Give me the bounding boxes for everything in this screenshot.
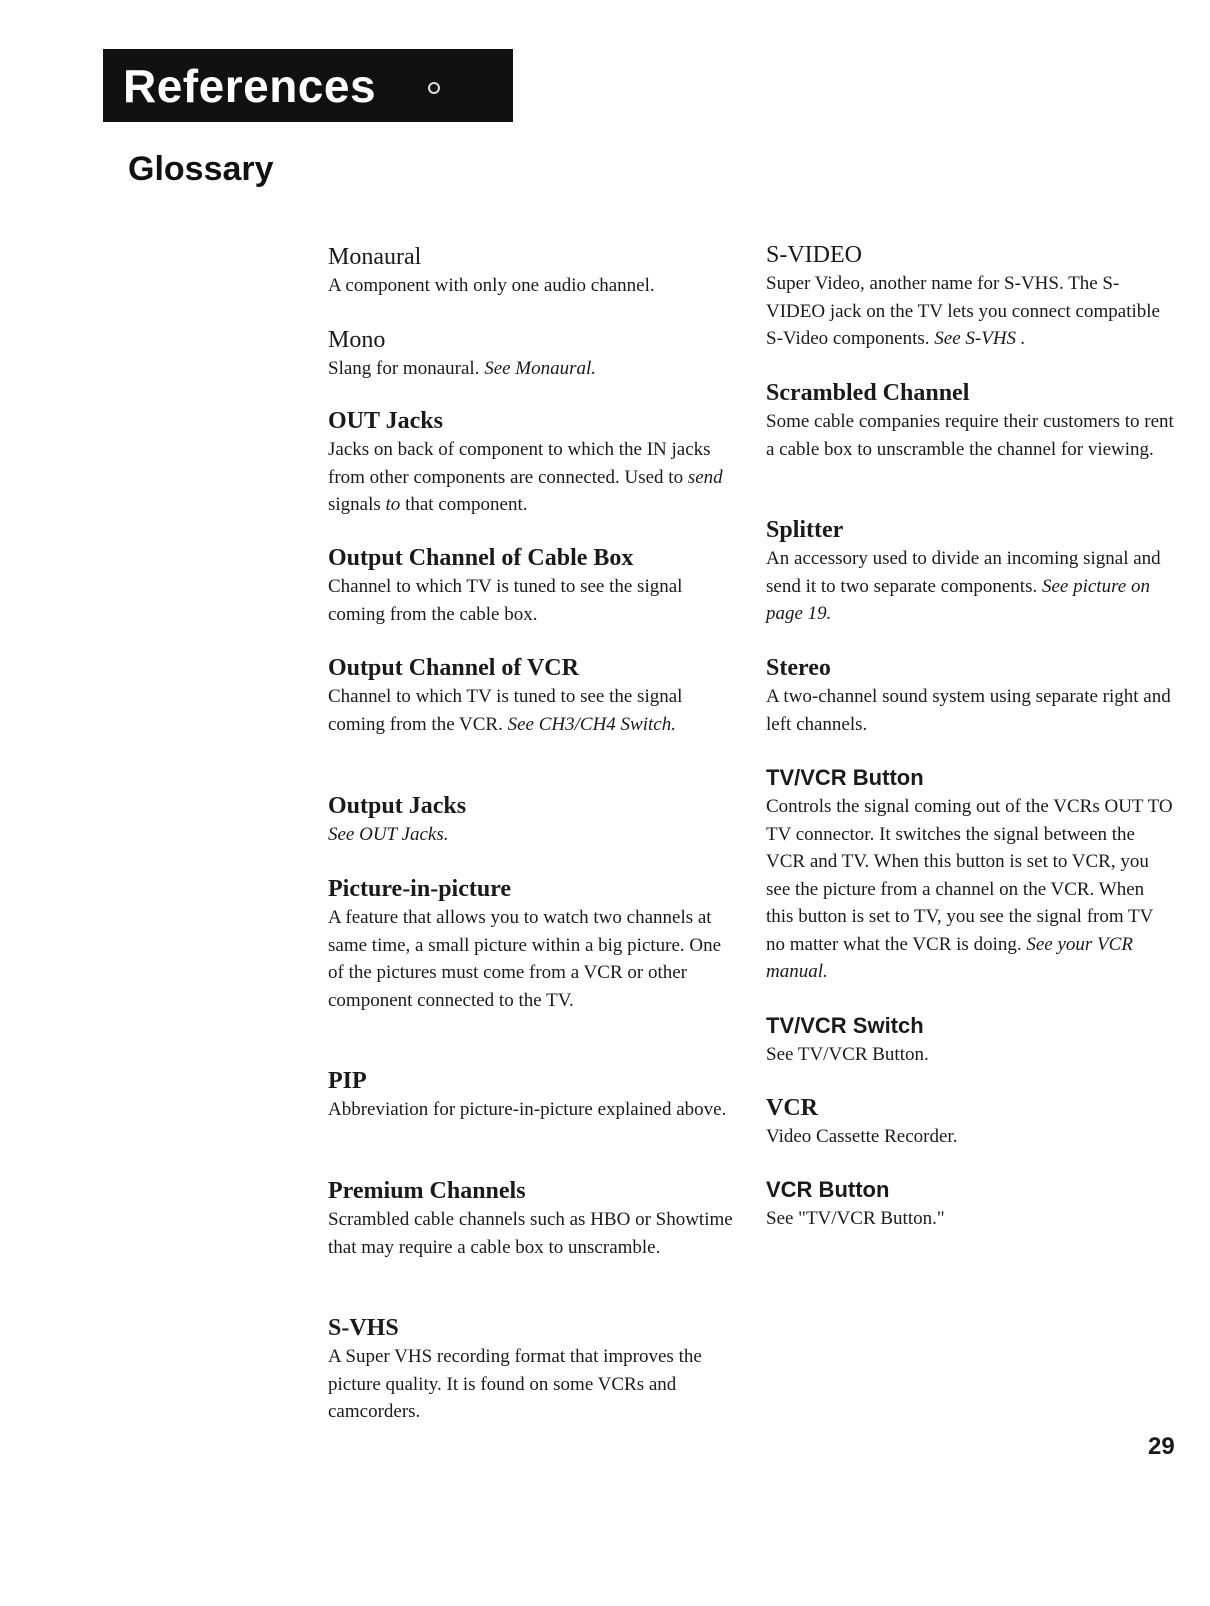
glossary-definition: Slang for monaural. See Monaural. — [328, 358, 597, 379]
glossary-entry — [766, 1011, 1176, 1069]
glossary-definition: Jacks on back of component to which the IN jacks from other components are connected. Used to send signals to that component. — [328, 439, 723, 515]
definition-reference: send — [687, 466, 723, 488]
glossary-entry — [766, 763, 1176, 986]
glossary-definition — [328, 821, 738, 849]
glossary-definition: Abbreviation for picture-in-picture explained above. — [328, 1099, 727, 1120]
glossary-term: TV/VCR Switch — [766, 1013, 924, 1038]
glossary-definition: Video Cassette Recorder. — [766, 1126, 958, 1147]
glossary-definition: An accessory used to divide an incoming signal and send it to two separate components. See picture on page 19. — [766, 548, 1161, 624]
glossary-term: S-VHS — [328, 1315, 399, 1341]
glossary-term: Output Channel of VCR — [328, 655, 579, 681]
glossary-entry — [328, 543, 738, 628]
glossary-entry — [766, 378, 1176, 463]
glossary-term: OUT Jacks — [328, 408, 443, 434]
page-number: 29 — [1148, 1433, 1175, 1460]
definition-reference: See your VCR manual. — [766, 933, 1133, 982]
definition-reference: See CH3/CH4 Switch. — [507, 713, 676, 735]
glossary-definition: Scrambled cable channels such as HBO or Showtime that may require a cable box to unscramble. — [328, 1209, 733, 1258]
glossary-entry — [766, 240, 1176, 353]
glossary-entry — [328, 325, 738, 383]
glossary-term: PIP — [328, 1068, 367, 1094]
glossary-term: TV/VCR Button — [766, 765, 924, 790]
glossary-definition: Controls the signal coming out of the VCRs OUT TO TV connector. It switches the signal between the VCR and TV. When this button is set to VCR, you see the picture from a channel on the VCR. When this button is set to TV, you see the signal from TV no matter what the VCR is doing. See your VCR manual. — [766, 796, 1173, 982]
glossary-entry — [328, 1176, 738, 1261]
glossary-entry — [766, 515, 1176, 628]
glossary-term: Premium Channels — [328, 1178, 526, 1204]
glossary-term: Monaural — [328, 244, 422, 270]
glossary-term: Scrambled Channel — [766, 380, 970, 406]
glossary-entry — [328, 242, 738, 300]
glossary-definition: Channel to which TV is tuned to see the signal coming from the VCR. See CH3/CH4 Switch. — [328, 686, 683, 735]
glossary-term: Splitter — [766, 517, 844, 543]
glossary-definition: Some cable companies require their customers to rent a cable box to unscramble the channel for viewing. — [766, 411, 1174, 460]
glossary-entry — [328, 1313, 738, 1426]
glossary-entry — [328, 406, 738, 519]
glossary-definition: A feature that allows you to watch two channels at same time, a small picture within a big picture. One of the pictures must come from a VCR or other component connected to the TV. — [328, 907, 722, 1011]
glossary-term: VCR — [766, 1095, 818, 1121]
page-title: Glossary — [128, 150, 274, 188]
glossary-entry — [328, 874, 738, 1014]
definition-reference: See OUT Jacks. — [328, 824, 449, 845]
glossary-entry — [328, 791, 738, 849]
glossary-term: Mono — [328, 327, 386, 353]
glossary-term: Output Channel of Cable Box — [328, 545, 634, 571]
glossary-term: Output Jacks — [328, 793, 467, 819]
glossary-entry — [328, 1066, 738, 1124]
glossary-entry — [328, 653, 738, 738]
glossary-term: VCR Button — [766, 1177, 890, 1202]
glossary-definition: See TV/VCR Button. — [766, 1044, 929, 1065]
definition-reference: See S-VHS . — [934, 328, 1026, 349]
glossary-definition: Channel to which TV is tuned to see the signal coming from the cable box. — [328, 576, 683, 625]
definition-reference: See picture on page 19. — [766, 575, 1150, 624]
glossary-entry — [766, 1175, 1176, 1233]
glossary-definition: A two-channel sound system using separate right and left channels. — [766, 686, 1171, 735]
glossary-term: S-VIDEO — [766, 242, 862, 268]
glossary-definition: A Super VHS recording format that improves the picture quality. It is found on some VCRs and camcorders. — [328, 1346, 702, 1422]
header-mark-icon — [428, 82, 440, 94]
glossary-term: Picture-in-picture — [328, 876, 512, 902]
glossary-entry — [766, 1093, 1176, 1151]
glossary-definition: See "TV/VCR Button." — [766, 1208, 945, 1229]
definition-reference: to — [385, 494, 401, 515]
glossary-definition: Super Video, another name for S-VHS. The S-VIDEO jack on the TV lets you connect compatible S-Video components. See S-VHS . — [766, 273, 1160, 349]
definition-reference: See Monaural. — [484, 358, 597, 379]
glossary-term: Stereo — [766, 655, 831, 681]
glossary-entry — [766, 653, 1176, 738]
header-title: References — [123, 59, 377, 112]
glossary-definition: A component with only one audio channel. — [328, 275, 655, 296]
section-header-bar — [103, 49, 513, 122]
